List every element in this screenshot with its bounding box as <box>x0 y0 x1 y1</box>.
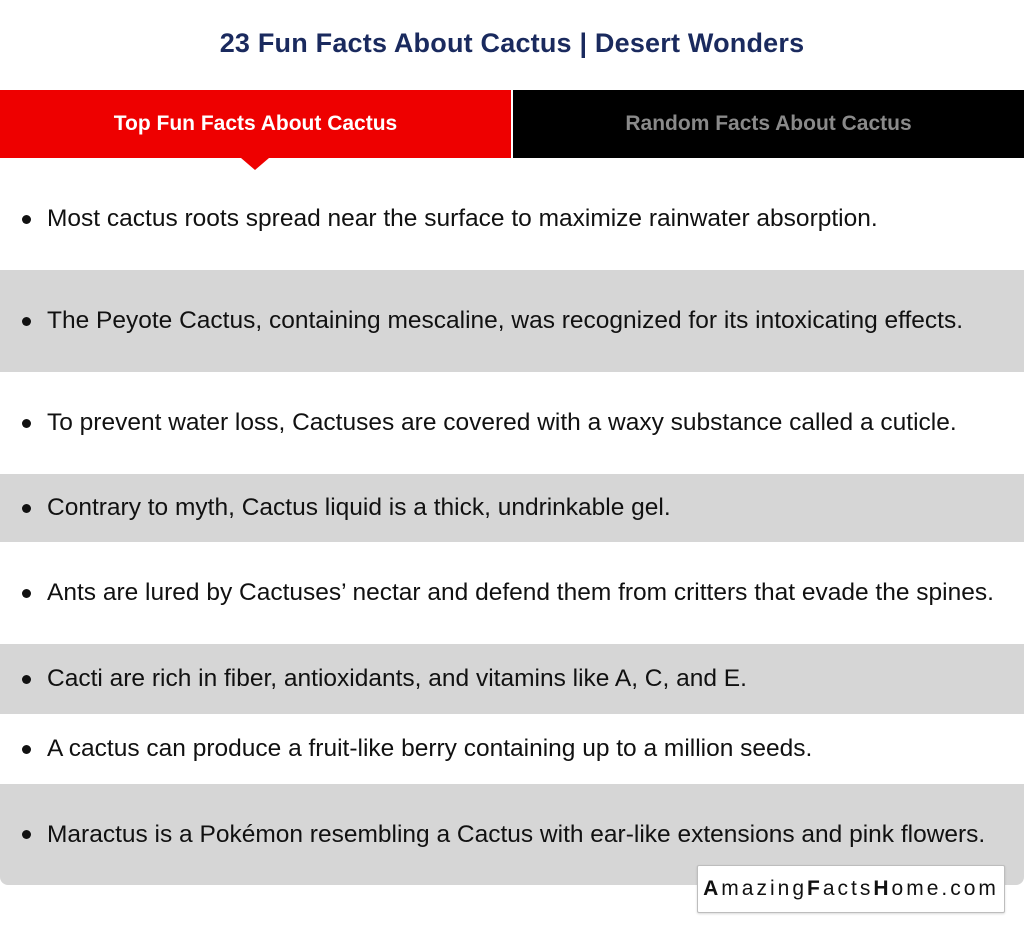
watermark-text: ome.com <box>891 877 999 900</box>
tab-top-fun-facts[interactable]: Top Fun Facts About Cactus <box>0 90 511 158</box>
fact-item <box>0 474 1024 542</box>
fact-text: Most cactus roots spread near the surface to maximize rainwater absorption. <box>47 205 878 232</box>
fact-item <box>0 372 1024 474</box>
watermark-badge <box>697 865 1005 913</box>
fact-text: The Peyote Cactus, containing mescaline, was recognized for its intoxicating effects. <box>47 307 964 334</box>
bullet-icon <box>22 419 31 428</box>
fact-item <box>0 270 1024 372</box>
facts-list <box>0 168 1024 885</box>
fact-text: Contrary to myth, Cactus liquid is a thick, undrinkable gel. <box>47 494 671 521</box>
watermark-letter: F <box>807 877 823 900</box>
bullet-icon <box>22 745 31 754</box>
tab-random-facts[interactable]: Random Facts About Cactus <box>513 90 1024 158</box>
page-title: 23 Fun Facts About Cactus | Desert Wonders <box>219 28 805 58</box>
fact-item <box>0 714 1024 784</box>
fact-item <box>0 168 1024 270</box>
bullet-icon <box>22 317 31 326</box>
watermark-text: mazing <box>721 877 807 900</box>
fact-text: Maractus is a Pokémon resembling a Cactus with ear-like extensions and pink flowers. <box>47 820 986 848</box>
bullet-icon <box>22 589 31 598</box>
fact-text: Cacti are rich in fiber, antioxidants, and vitamins like A, C, and E. <box>47 665 747 692</box>
fact-text: Ants are lured by Cactuses’ nectar and defend them from critters that evade the spines. <box>47 579 994 606</box>
watermark-letter: A <box>703 877 722 900</box>
watermark-letter: H <box>873 877 892 900</box>
tab-bar <box>0 90 1024 158</box>
bullet-icon <box>22 215 31 224</box>
fact-text: A cactus can produce a fruit-like berry containing up to a million seeds. <box>47 735 813 762</box>
bullet-icon <box>22 830 31 839</box>
fact-item <box>0 542 1024 644</box>
fact-text: To prevent water loss, Cactuses are covered with a waxy substance called a cuticle. <box>47 409 957 436</box>
watermark-text: acts <box>822 877 874 900</box>
fact-item <box>0 644 1024 714</box>
bullet-icon <box>22 675 31 684</box>
bullet-icon <box>22 504 31 513</box>
